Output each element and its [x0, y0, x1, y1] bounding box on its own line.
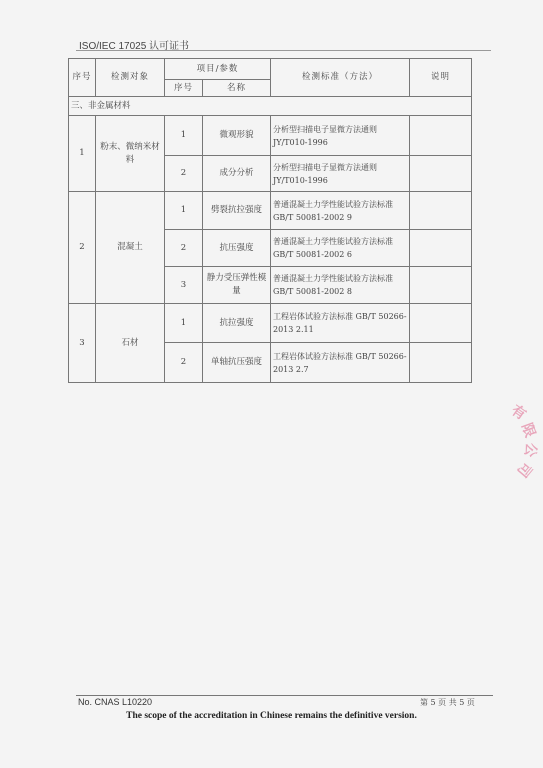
- item-no: 2: [165, 230, 203, 267]
- page-indicator: 第 5 页 共 5 页: [420, 698, 475, 707]
- item-standard: 普通混凝土力学性能试验方法标准 GB/T 50081-2002 8: [271, 267, 410, 304]
- item-name: 抗拉强度: [203, 304, 271, 343]
- footer-divider: [76, 695, 493, 696]
- item-note: [410, 267, 472, 304]
- scope-table: [68, 58, 472, 383]
- item-standard: 分析型扫描电子显微方法通则 JY/T010-1996: [271, 156, 410, 192]
- item-standard: 普通混凝土力学性能试验方法标准 GB/T 50081-2002 9: [271, 192, 410, 230]
- header-item-name: 名称: [203, 80, 271, 97]
- item-standard: 普通混凝土力学性能试验方法标准 GB/T 50081-2002 6: [271, 230, 410, 267]
- item-standard: 工程岩体试验方法标准 GB/T 50266-2013 2.11: [271, 304, 410, 343]
- item-no: 1: [165, 116, 203, 156]
- group-no: 3: [69, 304, 96, 383]
- item-no: 3: [165, 267, 203, 304]
- group-object: 混凝土: [96, 192, 165, 304]
- item-note: [410, 116, 472, 156]
- item-no: 1: [165, 192, 203, 230]
- item-name: 微观形貌: [203, 116, 271, 156]
- item-note: [410, 343, 472, 383]
- footer-note: The scope of the accreditation in Chinese remains the definitive version.: [126, 711, 417, 721]
- group-object: 粉末、微纳米材料: [96, 116, 165, 192]
- group-no: 2: [69, 192, 96, 304]
- item-name: 劈裂抗拉强度: [203, 192, 271, 230]
- item-name: 成分分析: [203, 156, 271, 192]
- header-object: 检测对象: [96, 59, 165, 97]
- group-no: 1: [69, 116, 96, 192]
- item-note: [410, 304, 472, 343]
- seal-stamp: 有 限 公 司: [508, 402, 540, 480]
- header-item-group: 项目/参数: [165, 59, 271, 80]
- item-standard: 分析型扫描电子显微方法通则 JY/T010-1996: [271, 116, 410, 156]
- item-no: 2: [165, 156, 203, 192]
- certificate-number: No. CNAS L10220: [78, 697, 153, 707]
- item-name: 单轴抗压强度: [203, 343, 271, 383]
- item-note: [410, 156, 472, 192]
- table-row: [69, 192, 472, 230]
- section-row: [69, 97, 472, 116]
- item-no: 2: [165, 343, 203, 383]
- header-no: 序号: [69, 59, 96, 97]
- section-title: 三、非金属材料: [69, 97, 472, 116]
- table-row: [69, 116, 472, 156]
- header-note: 说明: [410, 59, 472, 97]
- table-row: [69, 304, 472, 343]
- item-no: 1: [165, 304, 203, 343]
- item-name: 静力受压弹性模量: [203, 267, 271, 304]
- header-title: ISO/IEC 17025 认可证书: [79, 41, 190, 52]
- header-item-no: 序号: [165, 80, 203, 97]
- item-note: [410, 230, 472, 267]
- header-divider: [76, 50, 491, 51]
- item-note: [410, 192, 472, 230]
- table-header-row: [69, 59, 472, 80]
- header-standard: 检测标准（方法）: [271, 59, 410, 97]
- group-object: 石材: [96, 304, 165, 383]
- item-name: 抗压强度: [203, 230, 271, 267]
- item-standard: 工程岩体试验方法标准 GB/T 50266-2013 2.7: [271, 343, 410, 383]
